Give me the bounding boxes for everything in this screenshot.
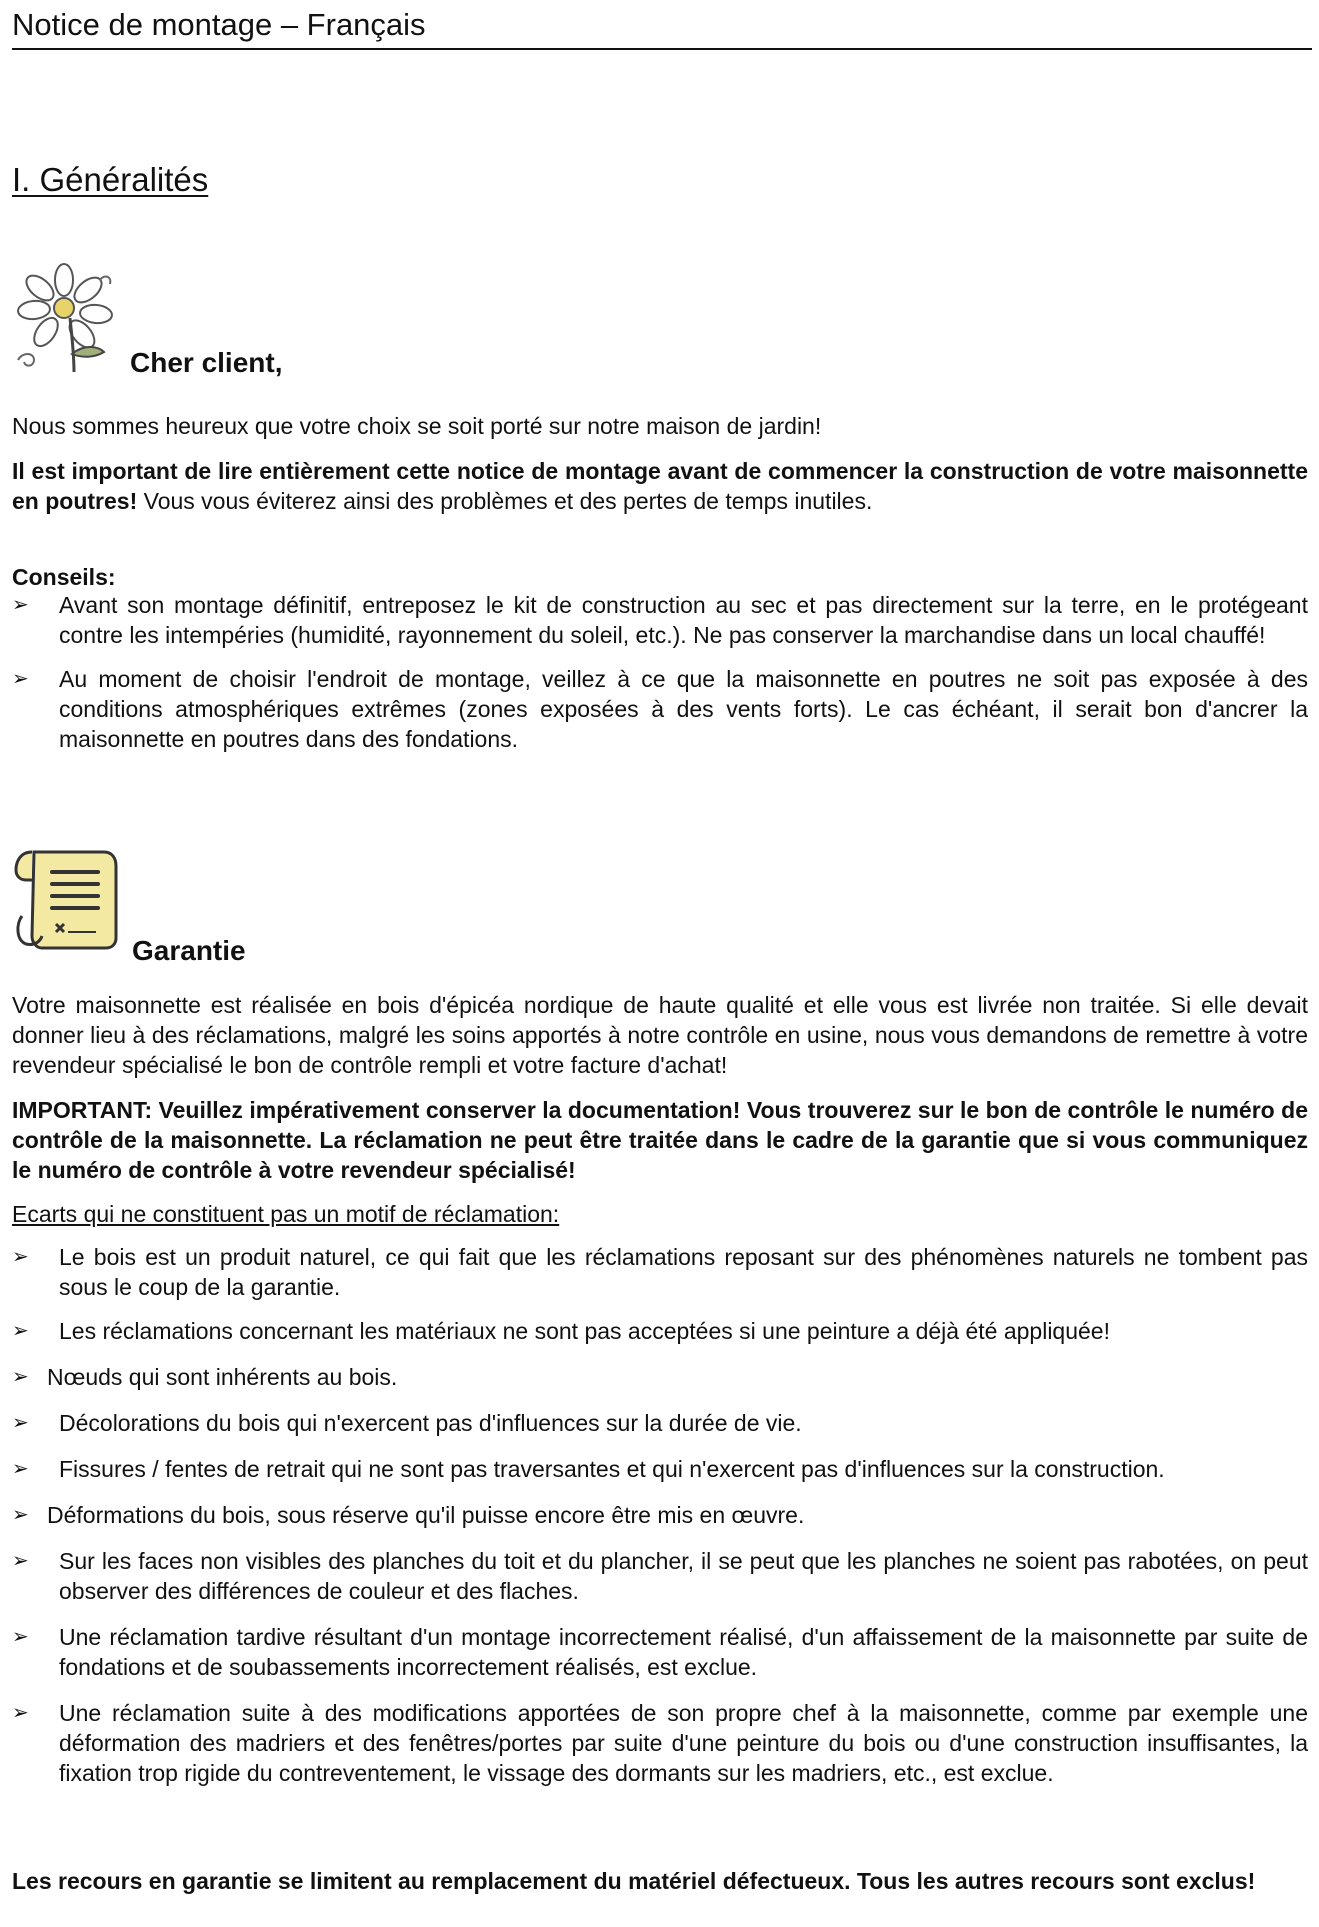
- advice-label: Conseils:: [12, 564, 116, 590]
- bullet-arrow-icon: ➢: [12, 1412, 29, 1434]
- list-item: ➢ Fissures / fentes de retrait qui ne sont pas traversantes et qui n'exercent pas d'influences sur la construction.: [12, 1456, 1165, 1482]
- deviations-list: [12, 1242, 1308, 1788]
- greeting-intro: Nous sommes heureux que votre choix se soit porté sur notre maison de jardin!: [12, 413, 822, 439]
- important-notice: [12, 456, 1308, 516]
- warranty-paragraph: Votre maisonnette est réalisée en bois d'épicéa nordique de haute qualité et elle vous est livrée non traitée. Si elle devait donner lieu à des réclamations, malgré les soins apportés à notre contrôle en usine, nous vous demandons de remettre à votre revendeur spécialisé le bon de contrôle rempli et votre facture d'achat!: [12, 992, 1308, 1078]
- bullet-arrow-icon: ➢: [12, 1702, 29, 1724]
- bullet-arrow-icon: ➢: [12, 594, 29, 616]
- deviations-label: Ecarts qui ne constituent pas un motif de réclamation:: [12, 1201, 560, 1227]
- bullet-arrow-icon: ➢: [12, 1550, 29, 1572]
- list-item: ➢ Déformations du bois, sous réserve qu'il puisse encore être mis en œuvre.: [12, 1502, 805, 1528]
- daisy-flower-icon: [12, 262, 116, 374]
- bullet-arrow-icon: ➢: [12, 1626, 29, 1648]
- important-notice-bold: Il est important de lire entièrement cette notice de montage avant de commencer la construction de votre maisonnette en poutres!: [12, 458, 1308, 514]
- list-item: ➢ Sur les faces non visibles des planches du toit et du plancher, il se peut que les planches ne soient pas rabotées, on peut observer des différences de couleur et des flaches.: [12, 1548, 1308, 1604]
- list-item: ➢ Les réclamations concernant les matériaux ne sont pas acceptées si une peinture a déjà été appliquée!: [12, 1318, 1110, 1344]
- bullet-arrow-icon: ➢: [12, 1320, 29, 1342]
- bullet-arrow-icon: ➢: [12, 1246, 29, 1268]
- bullet-arrow-icon: ➢: [12, 1458, 29, 1480]
- warranty-important: IMPORTANT: Veuillez impérativement conserver la documentation! Vous trouverez sur le bon de contrôle le numéro de contrôle de la maisonnette. La réclamation ne peut être traitée dans le cadre de la garantie que si vous communiquez le numéro de contrôle à votre revendeur spécialisé!: [12, 1097, 1308, 1183]
- list-item: ➢ Décolorations du bois qui n'exercent pas d'influences sur la durée de vie.: [12, 1410, 802, 1436]
- bullet-arrow-icon: ➢: [12, 668, 29, 690]
- important-notice-rest: Vous vous éviterez ainsi des problèmes et des pertes de temps inutiles.: [137, 488, 873, 514]
- document-title: Notice de montage – Français: [12, 7, 426, 42]
- list-item: ➢ Nœuds qui sont inhérents au bois.: [12, 1364, 398, 1390]
- greeting-heading: Cher client,: [130, 347, 283, 378]
- warranty-closing: Les recours en garantie se limitent au remplacement du matériel défectueux. Tous les autres recours sont exclus!: [12, 1868, 1256, 1894]
- bullet-arrow-icon: ➢: [12, 1504, 29, 1526]
- advice-list: [12, 590, 1308, 754]
- document-header: [12, 6, 1312, 50]
- bullet-arrow-icon: ➢: [12, 1366, 29, 1388]
- list-item: ➢ Une réclamation tardive résultant d'un montage incorrectement réalisé, d'un affaissement de la maisonnette par suite de fondations et de soubassements incorrectement réalisés, est exclue.: [12, 1624, 1308, 1680]
- list-item: ➢ Au moment de choisir l'endroit de montage, veillez à ce que la maisonnette en poutres ne soit pas exposée à des conditions atmosphériques extrêmes (zones exposées à des vents forts). Le cas échéant, il serait bon d'ancrer la maisonnette en poutres dans des fondations.: [12, 666, 1308, 752]
- list-item: ➢ Avant son montage définitif, entreposez le kit de construction au sec et pas directement sur la terre, en le protégeant contre les intempéries (humidité, rayonnement du soleil, etc.). Ne pas conserver la marchandise dans un local chauffé!: [12, 592, 1308, 648]
- document-scroll-icon: [12, 846, 126, 950]
- list-item: ➢ Le bois est un produit naturel, ce qui fait que les réclamations reposant sur des phénomènes naturels ne tombent pas sous le coup de la garantie.: [12, 1244, 1308, 1300]
- warranty-heading: Garantie: [132, 935, 246, 966]
- list-item: ➢ Une réclamation suite à des modifications apportées de son propre chef à la maisonnette, comme par exemple une déformation des madriers et des fenêtres/portes par suite d'une peinture du bois ou d'une construction insuffisantes, la fixation trop rigide du contreventement, le vissage des dormants sur les madriers, etc., est exclue.: [12, 1700, 1308, 1786]
- section-heading: I. Généralités: [12, 161, 209, 198]
